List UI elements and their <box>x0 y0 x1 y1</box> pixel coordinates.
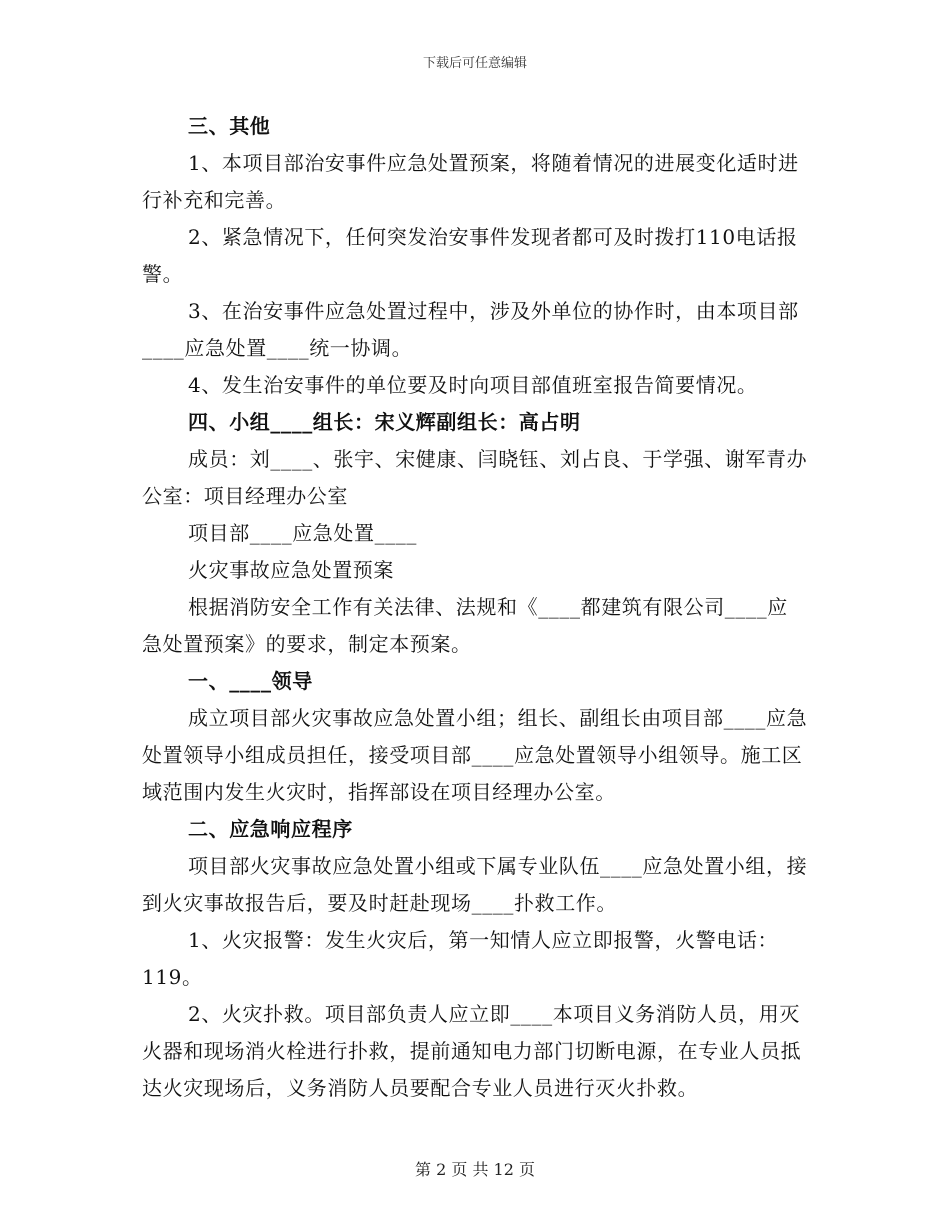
document-body <box>142 108 808 1107</box>
page-header-note: 下载后可任意编辑 <box>422 56 527 71</box>
paragraph-item-4: 4、发生治安事件的单位要及时向项目部值班室报告简要情况。 <box>188 373 758 397</box>
page-number: 第 2 页 共 12 页 <box>415 1160 535 1179</box>
paragraph-item-2: 2、紧急情况下，任何突发治安事件发现者都可及时拨打110电话报警。 <box>142 225 798 286</box>
paragraph-basis: 根据消防安全工作有关法律、法规和《____都建筑有限公司____应急处置预案》的要求，制定本预案。 <box>142 595 788 656</box>
paragraph-item-3: 3、在治安事件应急处置过程中，涉及外单位的协作时，由本项目部____应急处置____统一协调。 <box>142 299 799 360</box>
paragraph-item-1: 1、本项目部治安事件应急处置预案，将随着情况的进展变化适时进行补充和完善。 <box>142 151 799 212</box>
section-heading-other: 三、其他 <box>188 114 271 138</box>
paragraph-leadership: 成立项目部火灾事故应急处置小组；组长、副组长由项目部____应急处置领导小组成员担任，接受项目部____应急处置领导小组领导。施工区域范围内发生火灾时，指挥部设在项目经理办公室。 <box>142 706 808 804</box>
section-heading-group: 四、小组____组长：宋义辉副组长：高占明 <box>188 410 581 434</box>
paragraph-fire-alarm: 1、火灾报警：发生火灾后，第一知情人应立即报警，火警电话：119。 <box>142 928 779 989</box>
section-heading-leadership: 一、____领导 <box>188 669 313 693</box>
paragraph-response: 项目部火灾事故应急处置小组或下属专业队伍____应急处置小组，接到火灾事故报告后，要及时赶赴现场____扑救工作。 <box>142 854 808 915</box>
paragraph-members: 成员：刘____、张宇、宋健康、闫晓钰、刘占良、于学强、谢军青办公室：项目经理办公室 <box>142 447 808 508</box>
document-subtitle-fire-plan: 火灾事故应急处置预案 <box>188 558 394 582</box>
section-heading-response: 二、应急响应程序 <box>188 817 353 841</box>
paragraph-fire-fighting: 2、火灾扑救。项目部负责人应立即____本项目义务消防人员，用灭火器和现场消火栓进行扑救，提前通知电力部门切断电源，在专业人员抵达火灾现场后，义务消防人员要配合专业人员进行灭火扑救。 <box>142 1002 802 1100</box>
paragraph-project-dept: 项目部____应急处置____ <box>188 521 417 545</box>
